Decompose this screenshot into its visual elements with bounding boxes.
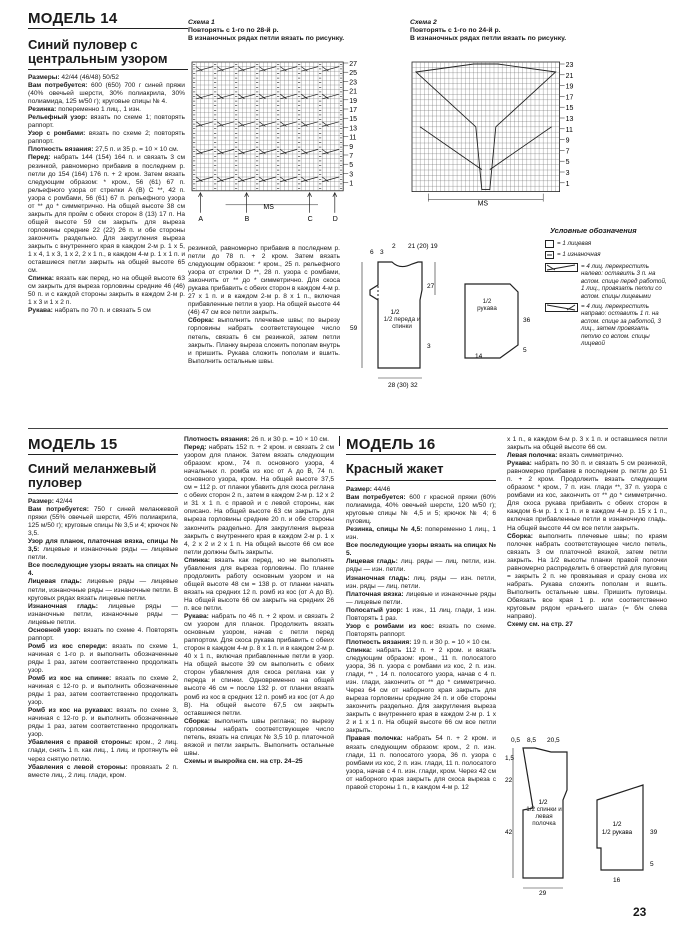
pattern16-s-label: 1/2 рукава — [601, 829, 633, 836]
pattern16-h2: 22 — [505, 777, 513, 784]
model16-sizes: 44/46 — [373, 486, 391, 493]
model16-pattern — [505, 730, 675, 895]
model15-title-rule — [28, 454, 178, 455]
model14-rhomb-label: Узор с ромбами: — [28, 130, 86, 138]
model14-back-label: Спинка: — [28, 275, 54, 283]
scheme2-row-label: 17 — [565, 94, 574, 102]
pattern14-width: 28 (30) 32 — [388, 382, 418, 389]
model15-sleeves: набрать по 46 п. + 2 кром. и связать 2 см узором для планок. Продолжить вязать основным узором, начав с петли перед раппортом. Для скоса рукава прибавить с обеих сторон в каждом 4-м р. 8 х 1 п. и в каждом 2-м р. 40 х 1 п., включая прибавленные петли в узор. На общей высоте 39 см выполнить с обеих сторон убавления для скоса реглана как у переда и спинки. Одновременно на общей высоте 46 см = после 132 р. от планки вязать ромб из кос в средних 12 п. ромб из кос (от А до В). На общей высоте 67,5 см закрыть оставшиеся петли. — [184, 613, 334, 717]
pattern16-h1: 1,5 — [505, 755, 515, 762]
model14-front: набрать 144 (154) 164 п. и связать 3 см резинкой, равномерно прибавив в последнем р. петли до 154 (164) 176 п. + 2 кром. Затем вязать следующим образом: * кром., 56 (61) 67 п. рельефного узора от стрелки A (B) C **, 42 п. узора с ромбами, 56 (61) 67 п. рельефного узора от ** до * симметрично. На общей высоте 38 см закрыть для пройм с обеих сторон 8 (13) 17 п. На общей высоте 59 см закрыть для выреза горловины средние 22 (22) 26 п. и обе стороны закончить раздельно. Для закругления выреза закрыть с внутреннего края в каждом 2-м р. 1 х 5, 1 х 4, 1 х 3, 1 х 2, 2 х 1 п., в каждом 4-м р. 1 х 1 п. и оставшиеся петли закрыть на общей высоте 65 см. — [28, 154, 185, 275]
model14-assembly: выполнить плечевые швы; по вырезу горловины набрать соответствующее число петель, связать 6 см резинкой, затем петли закрыть. Планку выреза сложить пополам внутрь и пришить. Рукава сложить пополам и вшить. Выполнить остальные швы. — [188, 317, 341, 365]
model16-p5-label: Платочная вязка: — [346, 590, 404, 598]
scheme2-header — [410, 19, 610, 43]
model14-sizes: 42/44 (46/48) 50/52 — [61, 74, 119, 81]
model15-sizes-label: Размер: — [28, 498, 54, 505]
model15-p7-label: Ромб из кос на спинке: — [28, 675, 112, 683]
purl-symbol-icon — [545, 251, 555, 259]
model14-sleeves-label: Рукава: — [28, 307, 53, 315]
scheme1-chart — [188, 58, 388, 243]
model14-sleeves: набрать по 70 п. и связать 5 см — [54, 307, 151, 315]
pattern16-label: 1/2 спинки и левая полочка — [526, 806, 562, 827]
scheme2-row-label: 1 — [565, 180, 570, 188]
legend-item-purl — [545, 251, 670, 259]
model15-subtitle-rule — [28, 493, 178, 494]
model15-p6: вязать по схеме 1, начиная с 1-го р. и выполнить обозначенные ряды 1 раз, затем соответственно продолжать узор. — [28, 642, 178, 674]
scheme2-title: Схема 2 — [410, 19, 437, 26]
model15-p1: лицевые и изнаночные ряды — лицевые петли. — [28, 546, 178, 562]
pattern14-s-w: 14 — [475, 353, 483, 360]
scheme1-row-label: 21 — [349, 88, 357, 96]
model16-right-cont: х 1 п., в каждом 6-м р. 3 х 1 п. и оставшиеся петли закрыть на общей высоте 66 см. — [507, 436, 667, 452]
pattern14-label: 1/2 переда и спинки — [383, 316, 421, 330]
model14-title: МОДЕЛЬ 14 — [28, 10, 118, 27]
scheme1-grid — [192, 62, 343, 191]
legend — [545, 240, 670, 347]
scheme1-row-label: 3 — [349, 171, 354, 179]
scheme2-row-label: 15 — [565, 105, 574, 113]
model15-p8: вязать по схеме 3, начиная с 12-го р. и выполнить обозначенные ряды 1 раз, затем соответственно продолжать узор. — [28, 707, 178, 739]
pattern14-h7: 3 — [427, 343, 431, 350]
scheme1-row-numbers — [343, 61, 357, 188]
model16-p2-label: Все последующие узоры вязать на спицах № 5. — [346, 542, 496, 558]
model16-title-rule — [346, 454, 496, 455]
scheme2-grid — [412, 62, 560, 192]
legend-text-cross-left: = 4 лиц. перекрестить налево: оставить 3 п. на вспом. спице перед работой, 1 лиц., провязать петли со вспом. спицы лицевыми — [581, 263, 667, 300]
model16-sleeves-label: Рукава: — [507, 460, 532, 468]
model15-p5-label: Основной узор: — [28, 626, 81, 634]
model16-sleeves: набрать по 30 п. и связать 5 см резинкой, равномерно прибавив в последнем р. петли до 51 п. + 2 кром. Продолжить вязать следующим образом: * кром., 7 п. изн. глади **, 37 п. узора с ромбами из кос, закончить от ** до * симметрично. Для скоса рукава прибавить с обеих сторон в каждом 6-м р. 1 х 1 п. и в каждом 4-м р. 15 х 1 п., включая прибавленные петли в изнаночную гладь. На общей высоте 44 см все петли закрыть. — [507, 460, 667, 532]
scheme2-row-label: 5 — [565, 159, 570, 167]
model16-subtitle: Красный жакет — [346, 461, 444, 476]
scheme1-row-label: 19 — [349, 97, 357, 105]
model16-needs-label: Вам потребуется: — [346, 494, 406, 502]
scheme2-line1: Повторять с 1-го по 24-й р. — [410, 27, 501, 34]
model14-rhomb: вязать по схеме 2; повторять раппорт. — [28, 130, 185, 146]
model15-title: МОДЕЛЬ 15 — [28, 436, 118, 453]
model14-relief: вязать по схеме 1; повторять раппорт. — [28, 114, 185, 130]
model15-sizes: 42/44 — [55, 498, 73, 505]
scheme2-ms-label: MS — [477, 200, 489, 208]
scheme1-arrows — [198, 193, 337, 223]
model16-p5: лицевые и изнаночные ряды — лицевые петли. — [346, 590, 496, 606]
model14-needs: 600 (650) 700 г синей пряжи (40% овечьей шерсти, 30% полиакрила, 30% полиамида, 125 м/50 г); круговые спицы № 4. — [28, 82, 185, 106]
model16-subtitle-rule — [346, 480, 496, 481]
model14-rib: попеременно 1 лиц., 1 изн. — [58, 106, 142, 114]
model16-right-label: Правая полочка: — [346, 735, 403, 743]
model15-p10: провязать 2 п. вместе лиц., 2 лиц. глади, кром. — [28, 763, 178, 779]
scheme1-row-label: 25 — [349, 70, 357, 78]
legend-item-knit — [545, 240, 670, 248]
model15-text-column-2 — [184, 436, 334, 896]
model16-right: набрать 54 п. + 2 кром. и вязать следующим образом: кром., 2 п. изн. глади, 11 п. полосатого узора, 36 п. узора с ромбами из кос, 2 п. изн. глади, 11 п. полосатого узора, начав с 4 п. изн. глади, кром. Через 42 см от наборного края закрыть для скоса выреза с правой стороны 1 п., в каждом 4-м р. 12 — [346, 735, 496, 791]
model14-text-column-2 — [188, 245, 340, 385]
model14-sizes-label: Размеры: — [28, 74, 60, 81]
scheme2-line2: В изнаночных рядах петли вязать по рисунку. — [410, 35, 567, 42]
pattern16-t3: 20,5 — [547, 737, 560, 744]
scheme1-row-label: 7 — [349, 153, 354, 160]
model16-p6-label: Полосатый узор: — [346, 606, 403, 614]
scheme1-line2: В изнаночных рядах петли вязать по рисунку. — [188, 35, 345, 42]
scheme1-arrow-label: D — [332, 215, 338, 223]
model15-p10-label: Убавления с левой стороны: — [28, 763, 128, 771]
section-divider — [28, 428, 668, 429]
model16-left-label: Левая полочка: — [507, 452, 558, 460]
scheme1-arrow-label: A — [198, 215, 204, 223]
model14-text-column — [28, 74, 185, 404]
model14-back: вязать как перед, но на общей высоте 63 см закрыть для выреза горловины средние 46 (46) 50 п. и с каждой стороны закрыть в каждом 2-м р. 1 х 3 и 1 х 2 п. — [28, 275, 185, 307]
model15-back: вязать как перед, но не выполнять убавления для выреза горловины. По планке продолжить работу основным узором и на общей высоте 48 см = 138 р. от планки начать вязать на средних 12 п. ромб из кос (от А до В). На общей высоте 66 см закрыть на средних 26 п. все петли. — [184, 556, 334, 612]
model16-ref: Схему см. на стр. 27 — [507, 621, 573, 629]
scheme1-line1: Повторять с 1-го по 28-й р. — [188, 27, 279, 34]
scheme1-arrow-label: C — [307, 215, 313, 223]
legend-text-purl: = 1 изнаночная — [557, 251, 601, 259]
model14-density: 27,5 п. и 35 р. = 10 × 10 см. — [95, 146, 179, 154]
model16-left: вязать симметрично. — [559, 452, 624, 460]
model16-assembly: выполнить плечевые швы; по краям полочек набрать соответствующее число петель, связать 3 см платочной вязкой, затем петли закрыть. На 1/2 высоты планки правой полочки равномерно распределить 6 отверстий для пуговиц = закрыть 2 п. не провязывая и сразу снова их набрать. Рукава сложить пополам и вшить. Выполнить остальные швы. Пришить пуговицы. Обвязать все края 1 р. или соответственно круговым рядом «рачьего шага» (= б/н слева направо). — [507, 532, 667, 621]
model16-rib-label: Резинка, спицы № 4,5: — [346, 526, 423, 534]
legend-text-cross-right: = 4 лиц. перекрестить направо: оставить 1 п. на вспом. спице за работой, 3 лиц., затем провязать петлю со вспом. спицы лицевой — [581, 303, 661, 348]
pattern16-t1: 0,5 — [511, 737, 521, 744]
legend-item-cross-left — [545, 263, 670, 300]
model16-assembly-label: Сборка: — [507, 532, 533, 540]
model14-assembly-label: Сборка: — [188, 317, 214, 325]
model14-rib-label: Резинка: — [28, 106, 57, 114]
scheme1-row-label: 11 — [349, 134, 357, 142]
pattern14-s-bottom: 5 — [523, 347, 527, 354]
model15-assembly-label: Сборка: — [184, 717, 210, 725]
model15-subtitle: Синий меланжевый пуловер — [28, 461, 157, 490]
scheme1-row-label: 9 — [349, 143, 354, 151]
model16-density: 19 п. и 30 р. = 10 × 10 см. — [413, 638, 492, 646]
model14-sleeves-cont: резинкой, равномерно прибавив в последнем р. петли до 78 п. + 2 кром. Затем вязать следующим образом: * кром., 25 п. рельефного узора от стрелки D **, 28 п. узора с ромбами, закончить от ** до * симметрично. Для скоса рукава прибавить с обеих сторон в каждом 4-м р. 27 х 1 п. и в каждом 2-м р. 8 х 1 п., включая прибавленные петли в узор. На общей высоте 44 (46) 47 см все петли закрыть. — [188, 245, 340, 317]
pattern14-h6: 3 — [380, 249, 384, 256]
scheme1-row-label: 15 — [349, 116, 357, 124]
scheme2-row-label: 19 — [565, 83, 574, 91]
pattern14-h5: 2 — [392, 243, 396, 250]
legend-text-knit: = 1 лицевая — [557, 240, 592, 248]
scheme2-row-label: 9 — [565, 137, 570, 145]
model15-ref: Схемы и выкройка см. на стр. 24–25 — [184, 757, 303, 765]
pattern14-h1: 27 — [427, 283, 435, 290]
model15-back-label: Спинка: — [184, 556, 210, 564]
model16-text-column-2 — [507, 436, 667, 726]
scheme1-row-label: 5 — [349, 162, 354, 170]
model15-density: 26 п. и 30 р. = 10 × 10 см. — [251, 436, 330, 443]
model15-p8-label: Ромб из кос на рукавах: — [28, 707, 113, 715]
scheme1-row-label: 17 — [349, 107, 357, 114]
scheme1-title: Схема 1 — [188, 19, 215, 26]
scheme1-row-label: 1 — [349, 180, 354, 188]
scheme2-row-label: 23 — [565, 62, 574, 69]
scheme2-chart — [408, 58, 588, 208]
pattern14-h3: 59 — [350, 325, 358, 332]
model15-needs-label: Вам потребуется: — [28, 506, 89, 514]
scheme2-row-label: 7 — [565, 148, 570, 156]
scheme2-row-label: 3 — [565, 170, 570, 177]
model15-assembly: выполнить швы реглана; по вырезу горловины набрать соответствующее число петель, вязать на спицах № 3,5 10 р. платочной вязкой и петли закрыть. Выполнить остальные швы. — [184, 717, 334, 757]
scheme1-row-label: 13 — [349, 125, 357, 133]
model15-front-label: Перед: — [184, 444, 207, 452]
legend-item-cross-right — [545, 303, 670, 347]
model15-text-column-1 — [28, 498, 178, 898]
model15-density-label: Плотность вязания: — [184, 436, 250, 443]
model16-sizes-label: Размер: — [346, 486, 372, 493]
model15-p9-label: Убавления с правой стороны: — [28, 739, 133, 747]
model16-density-label: Плотность вязания: — [346, 638, 412, 646]
pattern14-s-label: 1/2 рукава — [477, 298, 497, 312]
model15-p5: вязать по схеме 4. Повторять раппорт. — [28, 626, 178, 642]
scheme1-ms-label: MS — [263, 203, 274, 211]
pattern16-label-1: 1/2 — [538, 799, 548, 806]
pattern16-s-h: 39 — [650, 829, 658, 836]
scheme2-row-label: 13 — [565, 116, 574, 123]
model16-p3: лиц. ряды — лиц. петли, изн. ряды — изн. петли. — [346, 558, 496, 574]
model16-title: МОДЕЛЬ 16 — [346, 436, 436, 453]
model16-p4: лиц. ряды — изн. петли, изн. ряды — лиц. петли. — [346, 574, 497, 590]
model14-needs-label: Вам потребуется: — [28, 82, 88, 90]
scheme1-arrow-label: B — [244, 215, 250, 223]
page-number: 23 — [633, 905, 647, 919]
scheme2-row-label: 11 — [565, 126, 573, 134]
model16-needs: 600 г красной пряжи (60% полиамида, 40% овечьей шерсти, 120 м/50 г); круговые спицы № 4,5 и 5; крючок № 4; 6 пуговиц. — [346, 494, 496, 526]
model14-pattern — [340, 240, 545, 390]
pattern14-h4: 6 — [370, 249, 374, 256]
model14-subtitle-rule — [28, 69, 188, 70]
legend-title: Условные обозначения — [550, 226, 637, 235]
model16-p7-label: Узор с ромбами из кос: — [346, 622, 434, 630]
model15-p4: лицевые ряды — изнаночные петли, изнаночные ряды — лицевые петли. — [28, 602, 178, 626]
scheme2-row-label: 21 — [565, 72, 574, 80]
pattern16-s-w: 16 — [613, 877, 621, 884]
model14-subtitle: Синий пуловер с центральным узором — [28, 37, 168, 66]
model16-p6: 1 изн., 11 лиц. глади, 1 изн. Повторять 1 раз. — [346, 606, 496, 622]
model15-p2-label: Все последующие узоры вязать на спицах № 4. — [28, 562, 178, 578]
model14-density-label: Плотность вязания: — [28, 146, 94, 154]
pattern16-h3: 42 — [505, 829, 513, 836]
cross-right-symbol-icon — [545, 303, 579, 312]
model14-front-label: Перед: — [28, 154, 51, 162]
scheme1-header — [188, 19, 388, 43]
model16-back-label: Спинка: — [346, 646, 372, 654]
model16-p3-label: Лицевая гладь: — [346, 558, 398, 566]
model16-mark — [339, 436, 340, 446]
model16-p4-label: Изнаночная гладь: — [346, 574, 410, 582]
model16-rib: попеременно 1 лиц., 1 изн. — [346, 526, 496, 542]
pattern14-label-1: 1/2 — [390, 309, 400, 316]
model15-p1-label: Узор для планок, платочная вязка, спицы № 3,5: — [28, 538, 178, 554]
pattern14-s-top: 36 — [523, 317, 531, 324]
model15-sleeves-label: Рукава: — [184, 613, 209, 621]
pattern16-s-label-1: 1/2 — [612, 821, 622, 828]
model16-back: набрать 112 п. + 2 кром. и вязать следующим образом: кром., 11 п. полосатого узора, 36 п. узора с ромбами из кос, 2 п. изн. глади, ** , 14 п. полосатого узора, начав с 4 п. изн. глади, закончить от ** до * симметрично. Через 64 см от наборного края закрыть для выреза горловины средние 24 п. и обе стороны закончить раздельно. Для закругления выреза закрыть с внутреннего края в каждом 2-м р. 1 х 2 и 1 х 1 п. На общей высоте 66 см все петли закрыть. — [346, 646, 496, 735]
model14-relief-label: Рельефный узор: — [28, 114, 88, 122]
pattern14-h2: 21 (20) 19 — [408, 243, 438, 250]
model14-title-rule — [28, 28, 188, 29]
model15-front: набрать 152 п. + 2 кром. и связать 2 см узором для планок. Затем вязать следующим образом: кром., 74 п. основного узора, 4 начальных п. ромба из кос от А до В, 74 п. основного узора, кром. На общей высоте 37,5 см = 112 р. от планки убавить для скоса реглана с обеих сторон 2 п., затем в каждом 2-м р. 12 х 2 и 31 х 1 п. с правой и с левой стороны, как описано. На общей высоте 63 см закрыть для выреза горловины средние 20 п. и обе стороны закончить раздельно. Для закругления выреза закрыть с внутреннего края в каждом 2-м р. 1 х 4, 2 х 2 и 2 х 1 п. На общей высоте 66 см все петли должны быть закрыты. — [184, 444, 334, 556]
model15-p7: вязать по схеме 2, начиная с 12-го р. и выполнить обозначенные ряды 1 раз, затем соответственно продолжать узор. — [28, 675, 178, 707]
pattern16-w-bottom: 29 — [539, 890, 547, 895]
scheme1-row-label: 23 — [349, 79, 357, 87]
model15-p4-label: Изнаночная гладь: — [28, 602, 98, 610]
scheme1-row-label: 27 — [349, 61, 357, 68]
model15-needs: 750 г синей меланжевой пряжи (55% овечьей шерсти, 45% полиакрила, 125 м/50 г); круговые спицы № 3,5 и 4; крючок № 3,5. — [28, 506, 178, 538]
model16-p7: вязать по схеме. Повторять раппорт. — [346, 622, 497, 638]
model15-p9: кром., 2 лиц. глади, снять 1 п. как лиц., 1 лиц. и протянуть её через снятую петлю. — [28, 739, 178, 763]
model15-p3-label: Лицевая гладь: — [28, 578, 82, 586]
pattern16-t2: 8,5 — [527, 737, 537, 744]
model16-text-column-1 — [346, 486, 496, 906]
model15-p6-label: Ромб из кос спереди: — [28, 642, 108, 650]
knit-symbol-icon — [545, 240, 555, 248]
cross-left-symbol-icon — [545, 263, 579, 272]
pattern16-s-h2: 5 — [650, 861, 654, 868]
model15-p3: лицевые ряды — лицевые петли, изнаночные ряды — изнаночные петли. В круговых рядах вязать лицевые петли. — [28, 578, 178, 602]
